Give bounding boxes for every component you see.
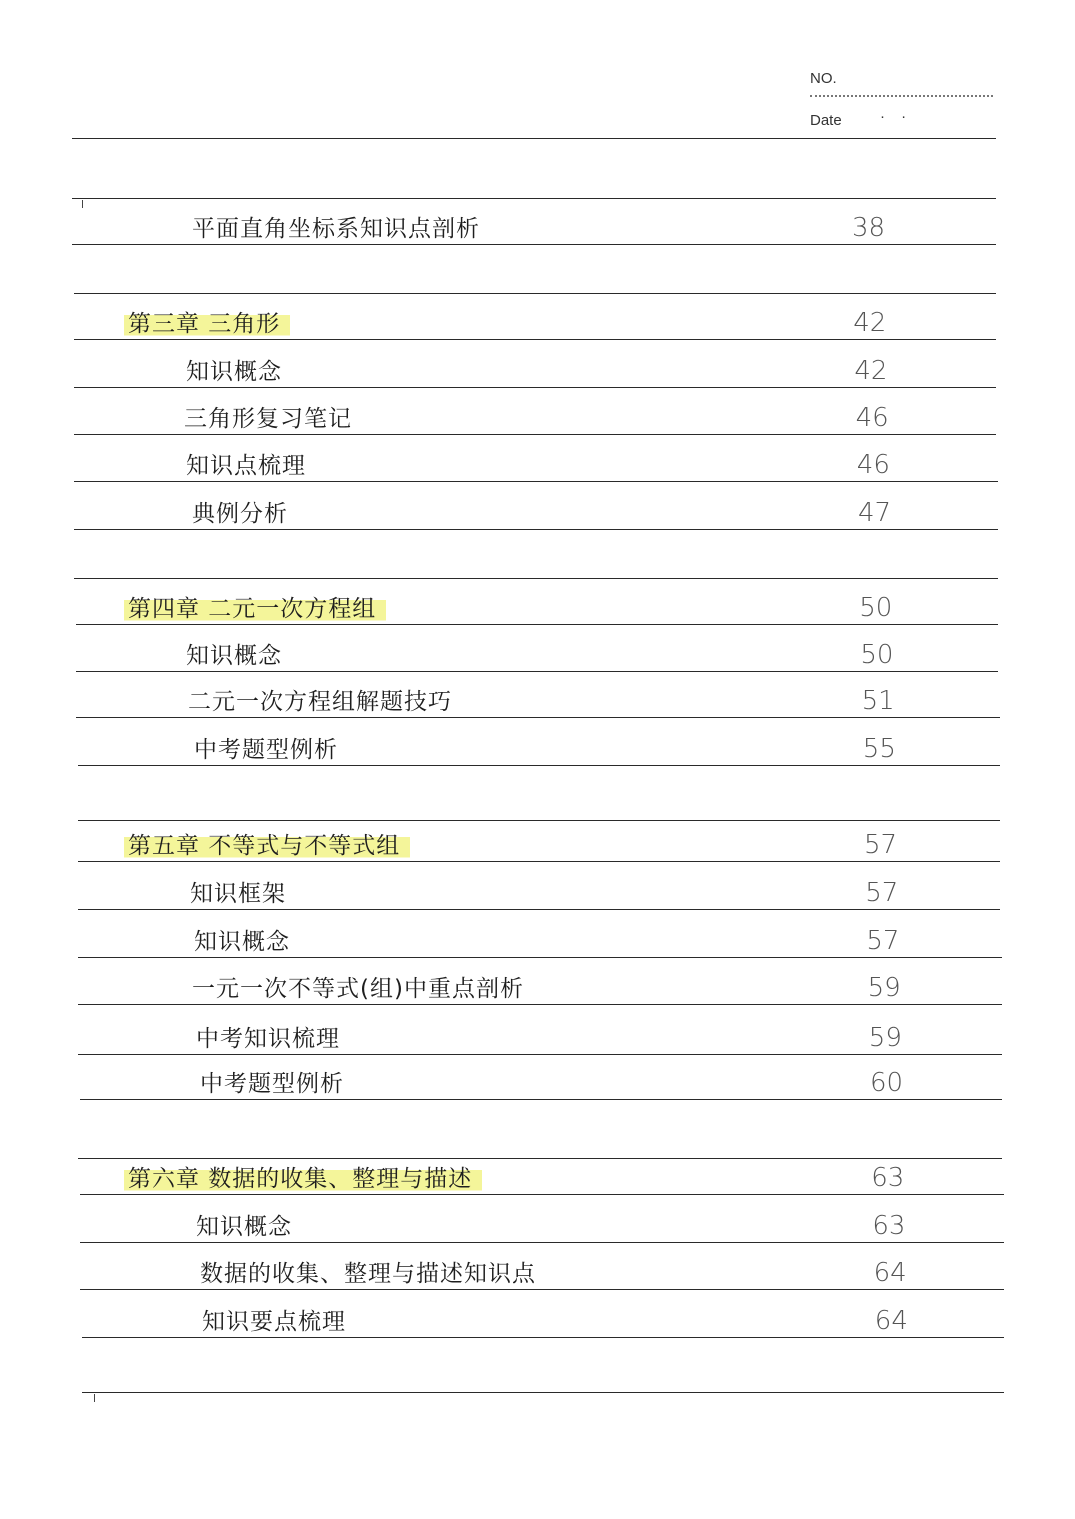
- ruled-line: [74, 529, 998, 530]
- toc-entry-row: [0, 436, 1075, 482]
- ruled-line: [78, 957, 1002, 958]
- ruled-line: [74, 339, 996, 340]
- ruled-line: [76, 717, 1000, 718]
- ruled-line: [74, 434, 996, 435]
- entry-title: 中考题型例析: [194, 737, 338, 763]
- page-number: 57: [864, 830, 898, 860]
- ruled-line: [78, 1004, 1002, 1005]
- toc-entry-row: [0, 626, 1075, 672]
- chapter-title: 第六章 数据的收集、整理与描述: [124, 1160, 482, 1193]
- header-rule: [72, 138, 996, 139]
- ruled-line: [78, 765, 1000, 766]
- page-number: 63: [871, 1163, 905, 1193]
- page-number: 57: [865, 878, 899, 908]
- ruled-line: [74, 481, 998, 482]
- entry-title: 知识概念: [196, 1214, 292, 1240]
- ruled-line: [78, 909, 1000, 910]
- entry-title: 知识概念: [186, 643, 282, 669]
- page-number: 42: [853, 308, 887, 338]
- toc-entry-row: [0, 1197, 1075, 1243]
- margin-tick: [94, 1394, 95, 1402]
- entry-title: 知识概念: [186, 359, 282, 385]
- toc-entry-row: [0, 342, 1075, 388]
- toc-entry-row: [0, 1244, 1075, 1290]
- entry-title: 中考题型例析: [200, 1071, 344, 1097]
- page-number: 57: [866, 926, 900, 956]
- page-number: 59: [868, 1023, 902, 1053]
- toc-entry-row: [0, 672, 1075, 718]
- page-number: 63: [872, 1211, 906, 1241]
- toc-entry-row: [0, 389, 1075, 435]
- page-number: 46: [855, 403, 889, 433]
- toc-entry-row: [0, 720, 1075, 766]
- chapter-title: 第三章 三角形: [124, 305, 290, 338]
- page-number: 60: [870, 1068, 904, 1098]
- entry-title: 平面直角坐标系知识点剖析: [192, 216, 480, 242]
- entry-title: 中考知识梳理: [196, 1026, 340, 1052]
- entry-title: 知识框架: [190, 881, 286, 907]
- page-number: 50: [859, 593, 893, 623]
- entry-title: 二元一次方程组解题技巧: [188, 689, 452, 715]
- toc-chapter-row: [0, 816, 1075, 862]
- toc-entry-row: [0, 959, 1075, 1005]
- no-dotted-line: [810, 95, 993, 97]
- page-number: 51: [861, 686, 895, 716]
- page-number: 47: [858, 498, 892, 528]
- page-number: 42: [854, 356, 888, 386]
- page-number: 64: [873, 1258, 907, 1288]
- toc-chapter-row: [0, 579, 1075, 625]
- ruled-line: [80, 1289, 1004, 1290]
- page-number: 55: [862, 734, 896, 764]
- ruled-line: [76, 624, 998, 625]
- chapter-title: 第四章 二元一次方程组: [124, 590, 386, 623]
- bottom-rule: [82, 1392, 1004, 1393]
- toc-entry-row: [0, 1054, 1075, 1100]
- toc-entry-row: [0, 1292, 1075, 1338]
- ruled-line: [78, 861, 1000, 862]
- toc-chapter-row: [0, 294, 1075, 340]
- entry-title: 知识要点梳理: [202, 1309, 346, 1335]
- ruled-line: [74, 387, 996, 388]
- page-number: 50: [860, 640, 894, 670]
- toc-entry-row: [0, 484, 1075, 530]
- ruled-line: [82, 1337, 1004, 1338]
- page-number: 59: [867, 973, 901, 1003]
- notebook-date-label: Date: [810, 112, 842, 129]
- notebook-no-label: NO.: [810, 70, 837, 87]
- chapter-title: 第五章 不等式与不等式组: [124, 827, 410, 860]
- toc-entry-row: [0, 1009, 1075, 1055]
- toc-entry-row: [0, 199, 1075, 245]
- entry-title: 知识概念: [194, 929, 290, 955]
- page-number: 46: [856, 450, 890, 480]
- entry-title: 三角形复习笔记: [184, 406, 352, 432]
- page-number: 64: [874, 1306, 908, 1336]
- entry-title: 一元一次不等式(组)中重点剖析: [192, 976, 524, 1002]
- page-number: 38: [852, 213, 886, 243]
- toc-entry-row: [0, 912, 1075, 958]
- ruled-line: [80, 1242, 1004, 1243]
- entry-title: 数据的收集、整理与描述知识点: [200, 1261, 536, 1287]
- ruled-line: [80, 1194, 1004, 1195]
- toc-chapter-row: [0, 1149, 1075, 1195]
- toc-entry-row: [0, 864, 1075, 910]
- date-marks: · ·: [880, 108, 913, 125]
- ruled-line: [80, 1099, 1002, 1100]
- entry-title: 知识点梳理: [186, 453, 306, 479]
- ruled-line: [72, 244, 996, 245]
- entry-title: 典例分析: [192, 501, 288, 527]
